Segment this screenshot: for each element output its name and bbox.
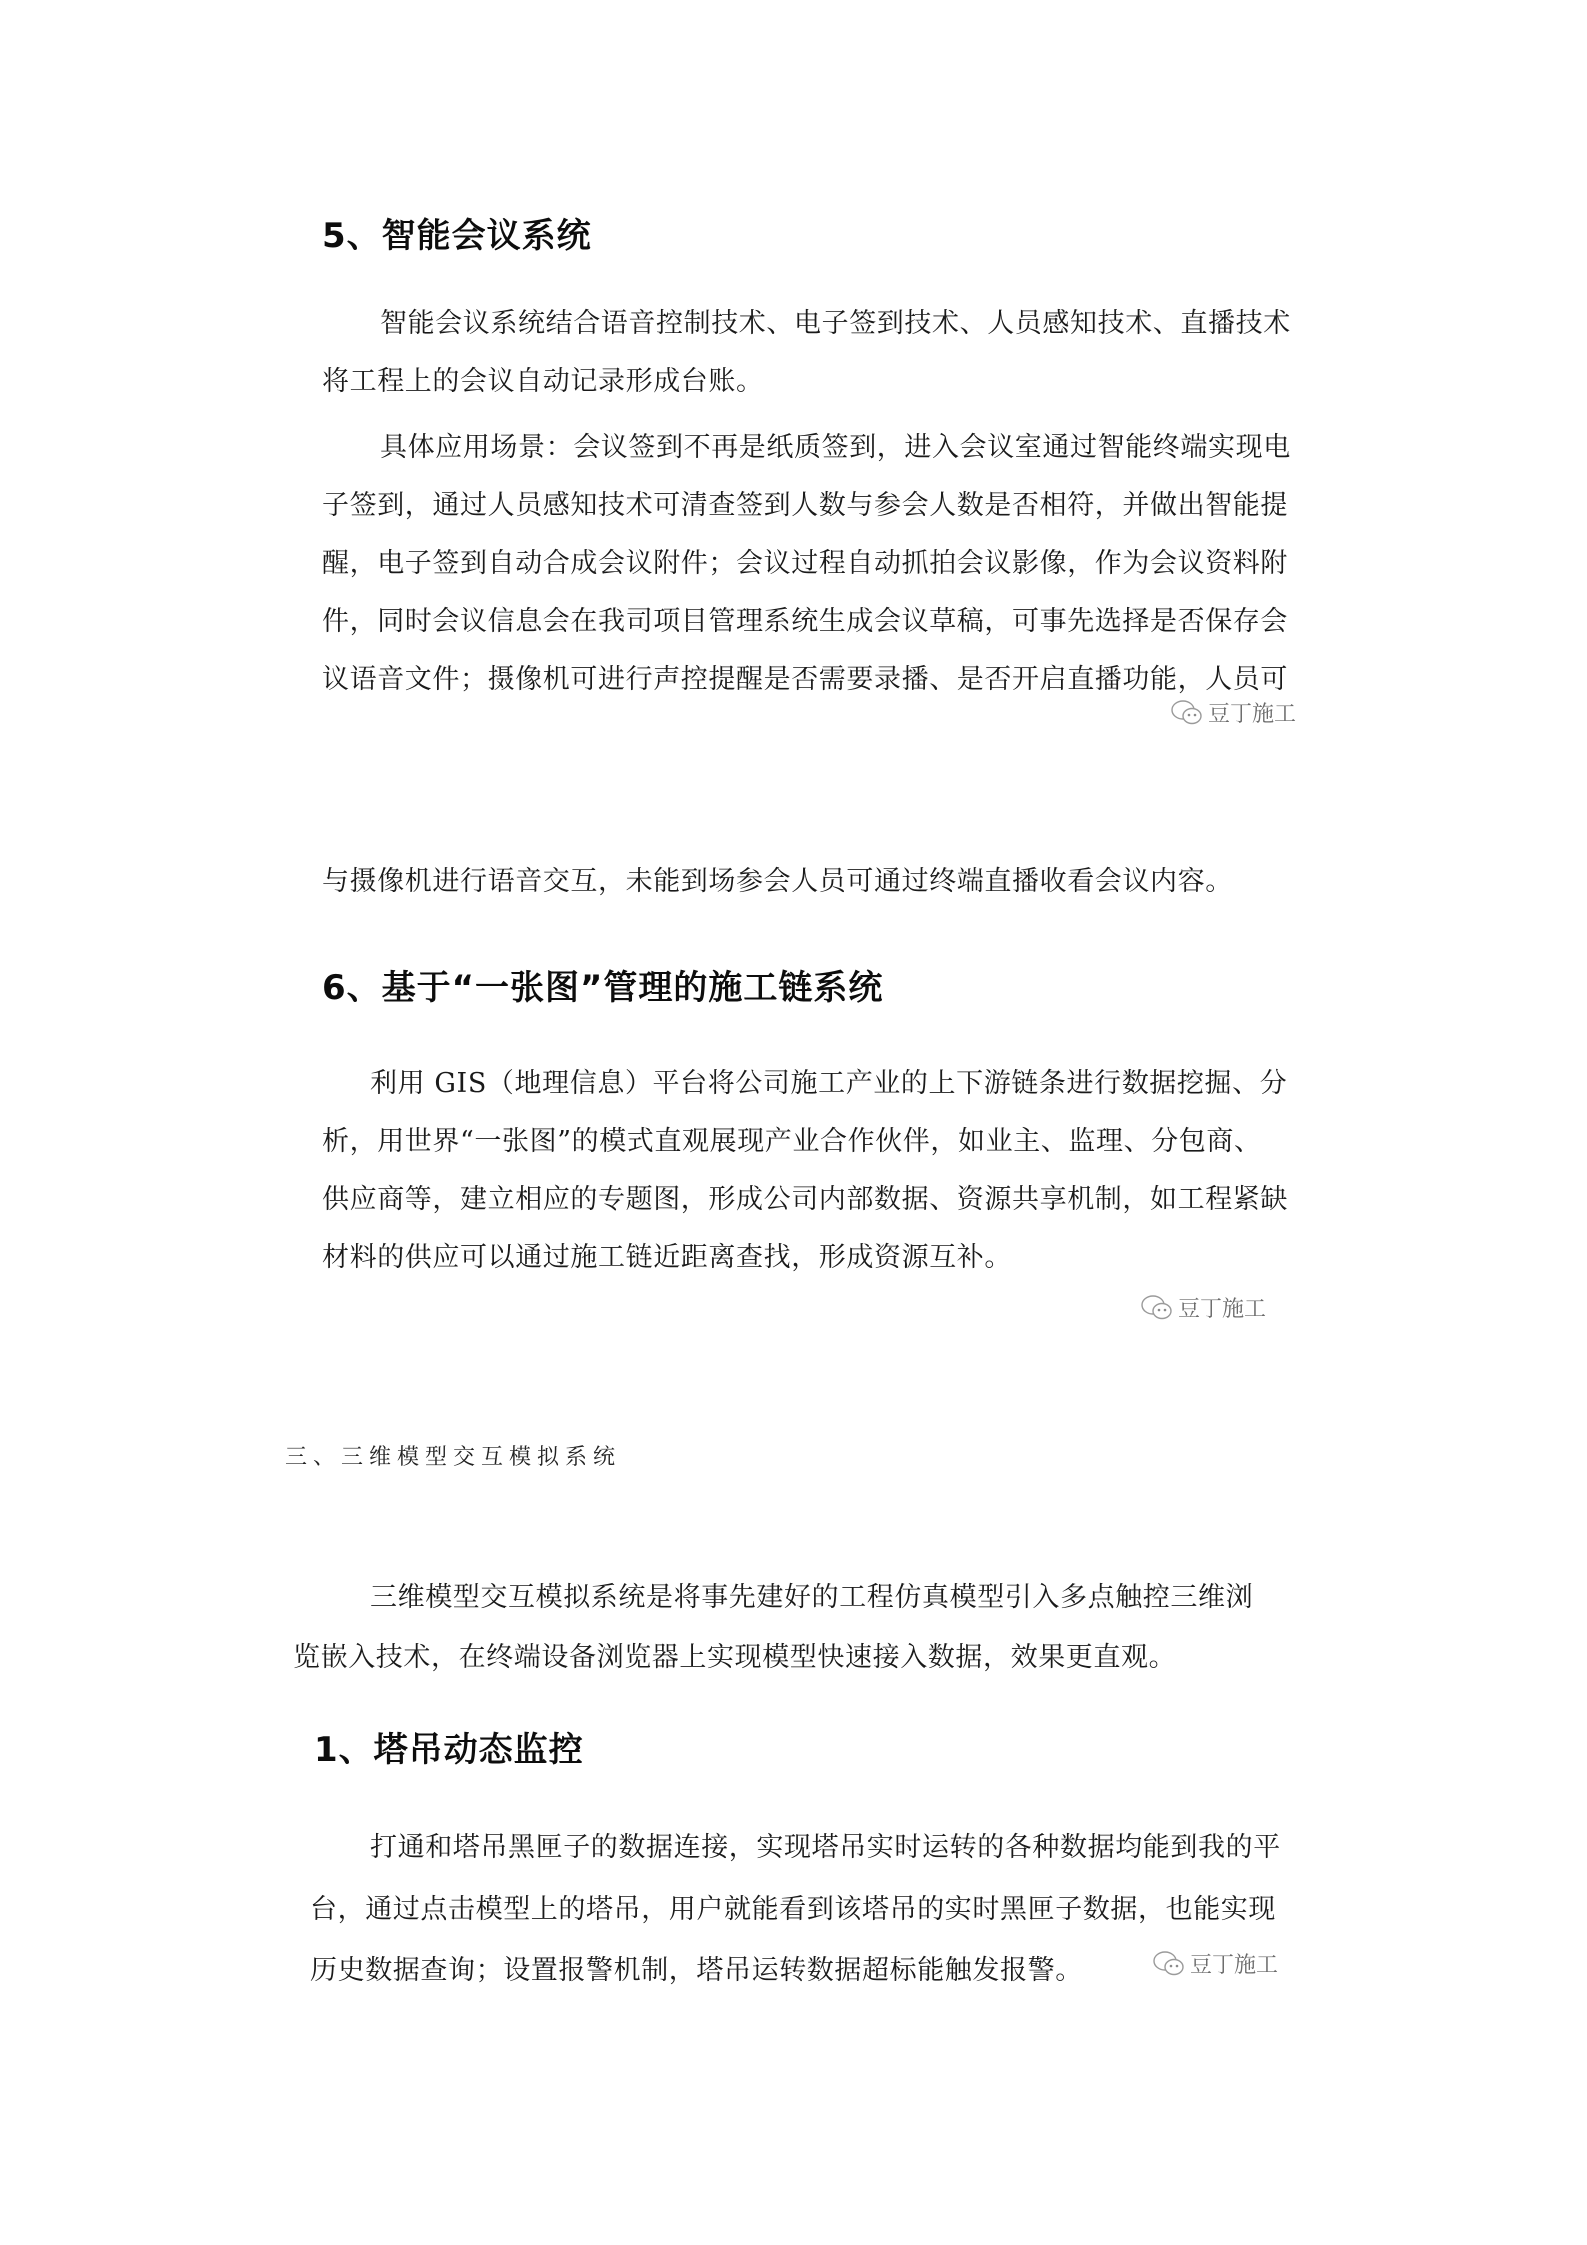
wechat-icon	[1152, 1950, 1186, 1978]
text-line: 议语音文件；摄像机可进行声控提醒是否需要录播、是否开启直播功能，人员可	[322, 664, 1288, 695]
section-heading-smart-meeting: 5、智能会议系统	[322, 216, 592, 256]
section-heading-3d-model: 三、三维模型交互模拟系统	[285, 1445, 622, 1470]
text-line: 件，同时会议信息会在我司项目管理系统生成会议草稿，可事先选择是否保存会	[322, 606, 1288, 637]
section-heading-tower-crane: 1、塔吊动态监控	[314, 1730, 584, 1770]
watermark	[1140, 1292, 1266, 1323]
text-line: 历史数据查询；设置报警机制，塔吊运转数据超标能触发报警。	[310, 1955, 1083, 1986]
section-heading-construction-chain: 6、基于“一张图”管理的施工链系统	[322, 968, 884, 1008]
watermark	[1152, 1948, 1278, 1979]
text-line: 与摄像机进行语音交互，未能到场参会人员可通过终端直播收看会议内容。	[322, 866, 1233, 897]
text-line: 子签到，通过人员感知技术可清查签到人数与参会人数是否相符，并做出智能提	[322, 490, 1288, 521]
text-line: 醒，电子签到自动合成会议附件；会议过程自动抓拍会议影像，作为会议资料附	[322, 548, 1288, 579]
text-line: 台，通过点击模型上的塔吊，用户就能看到该塔吊的实时黑匣子数据，也能实现	[310, 1894, 1276, 1925]
wechat-icon	[1140, 1294, 1174, 1322]
text-line: 析，用世界“一张图”的模式直观展现产业合作伙伴，如业主、监理、分包商、	[322, 1126, 1262, 1157]
text-line: 智能会议系统结合语音控制技术、电子签到技术、人员感知技术、直播技术	[380, 308, 1291, 339]
text-line: 将工程上的会议自动记录形成台账。	[322, 366, 764, 397]
text-line: 材料的供应可以通过施工链近距离查找，形成资源互补。	[322, 1242, 1012, 1273]
watermark-text: 豆丁施工	[1208, 702, 1297, 727]
text-line: 具体应用场景：会议签到不再是纸质签到，进入会议室通过智能终端实现电	[380, 432, 1291, 463]
text-line: 览嵌入技术，在终端设备浏览器上实现模型快速接入数据，效果更直观。	[293, 1642, 1177, 1673]
watermark-text: 豆丁施工	[1178, 1297, 1267, 1322]
text-line: 三维模型交互模拟系统是将事先建好的工程仿真模型引入多点触控三维浏	[370, 1582, 1254, 1613]
watermark-text: 豆丁施工	[1190, 1953, 1279, 1978]
wechat-icon	[1170, 699, 1204, 727]
text-line: 利用 GIS（地理信息）平台将公司施工产业的上下游链条进行数据挖掘、分	[370, 1068, 1288, 1099]
text-line: 供应商等，建立相应的专题图，形成公司内部数据、资源共享机制，如工程紧缺	[322, 1184, 1288, 1215]
watermark	[1170, 697, 1296, 728]
text-line: 打通和塔吊黑匣子的数据连接，实现塔吊实时运转的各种数据均能到我的平	[370, 1832, 1281, 1863]
